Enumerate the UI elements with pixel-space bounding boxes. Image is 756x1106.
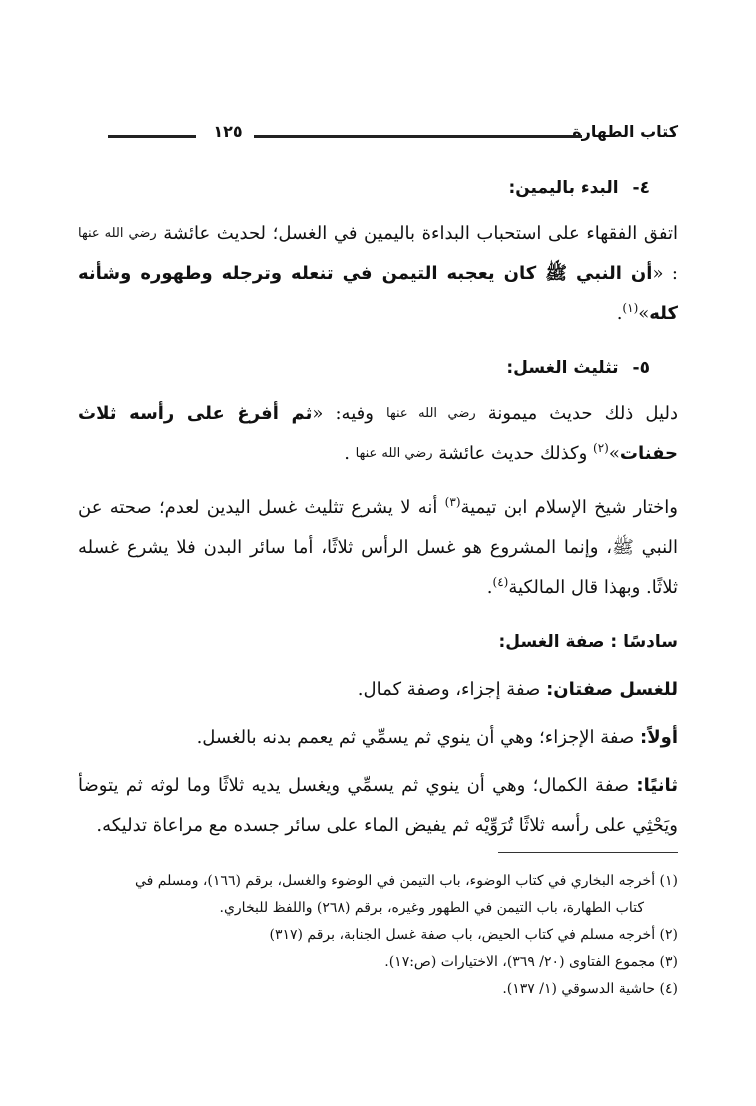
footnote-4: (٤) حاشية الدسوقي (١/ ١٣٧). — [502, 981, 678, 997]
paragraph-end: . — [616, 303, 623, 324]
footnote-separator — [498, 852, 678, 853]
hadith-quote: أن النبي ﷺ كان يعجبه التيمن في تنعله وترجله وطهوره وشأنه كله — [78, 263, 678, 324]
section-5-number: ٥- — [632, 358, 650, 378]
section-6-intro — [78, 670, 678, 710]
paragraph-text: وكذلك حديث عائشة — [438, 443, 594, 464]
paragraph-text: واختار شيخ الإسلام ابن تيمية — [460, 497, 679, 518]
section-4-heading — [78, 168, 678, 208]
quote-close: » — [608, 443, 620, 464]
running-header — [78, 120, 678, 150]
section-4-number: ٤- — [632, 178, 650, 198]
paragraph-text: دليل ذلك حديث ميمونة — [487, 403, 678, 424]
section-6-second — [78, 766, 678, 846]
section-5-paragraph-2 — [78, 488, 678, 608]
book-page — [78, 0, 678, 1106]
paragraph-text: اتفق الفقهاء على استحباب البداءة باليمين في الغسل؛ لحديث عائشة — [163, 223, 678, 244]
footnote-ref-2[interactable]: (٢) — [593, 441, 609, 455]
second-text: صفة الكمال؛ وهي أن ينوي ثم يسمِّي ويغسل يديه ثلاثًا وما لوثه ثم يتوضأ ويَحْثِي على رأسه ثلاثًا تُرَوِّيْه ثم يفيض الماء على سائر جسده مع مراعاة تدليكه. — [78, 775, 678, 836]
footnote-2: (٢) أخرجه مسلم في كتاب الحيض، باب صفة غسل الجنابة، برقم (٣١٧) — [269, 927, 678, 943]
paragraph-end: . — [486, 577, 493, 598]
section-4-paragraph — [78, 214, 678, 334]
section-6-first — [78, 718, 678, 758]
footnote-1-continued: كتاب الطهارة، باب التيمن في الطهور وغيره، برقم (٢٦٨) واللفظ للبخاري. — [219, 900, 644, 916]
header-rule-long — [254, 135, 582, 138]
quote-close: » — [638, 303, 650, 324]
footnotes — [78, 868, 678, 1003]
footnote-ref-4[interactable]: (٤) — [492, 575, 509, 589]
second-label: ثانيًا: — [636, 775, 678, 796]
main-text — [78, 168, 678, 860]
quote-open: وفيه: « — [312, 403, 387, 424]
first-text: صفة الإجزاء؛ وهي أن ينوي ثم يسمِّي ثم يعمم بدنه بالغسل. — [196, 727, 641, 748]
section-4-title: البدء باليمين: — [508, 178, 619, 198]
footnote-ref-3[interactable]: (٣) — [444, 495, 461, 509]
footnote-1: (١) أخرجه البخاري في كتاب الوضوء، باب التيمن في الوضوء والغسل، برقم (١٦٦)، ومسلم في — [134, 873, 678, 889]
footnote-3: (٣) مجموع الفتاوى (٢٠/ ٣٦٩)، الاختيارات (ص:١٧). — [384, 954, 678, 970]
paragraph-end: . — [344, 443, 356, 464]
honorific-glyph: رضي الله عنها — [355, 446, 433, 461]
page-number: ١٢٥ — [213, 122, 243, 141]
intro-label: للغسل صفتان: — [546, 679, 678, 700]
paragraph-text: أنه لا يشرع تثليث غسل اليدين لعدم؛ صحته عن النبي ﷺ، وإنما المشروع هو غسل الرأس ثلاثًا، أما سائر البدن فلا يشرع غسله ثلاثًا. وبهذا قال المالكية — [78, 497, 678, 598]
intro-text: صفة إجزاء، وصفة كمال. — [357, 679, 547, 700]
header-rule-short — [108, 135, 196, 138]
section-6-heading: سادسًا : صفة الغسل: — [498, 632, 678, 652]
section-5-title: تثليث الغسل: — [506, 358, 619, 378]
hadith-quote: ثم أفرغ على رأسه ثلاث حفنات — [78, 403, 678, 464]
footnote-ref-1[interactable]: (١) — [622, 301, 639, 315]
first-label: أولاً: — [640, 727, 678, 748]
section-5-heading — [78, 348, 678, 388]
book-title: كتاب الطهارة — [572, 122, 678, 141]
honorific-glyph: رضي الله عنها — [386, 406, 476, 421]
honorific-glyph: رضي الله عنها — [78, 226, 157, 241]
section-5-paragraph-1 — [78, 394, 678, 474]
quote-open: : « — [652, 263, 678, 284]
